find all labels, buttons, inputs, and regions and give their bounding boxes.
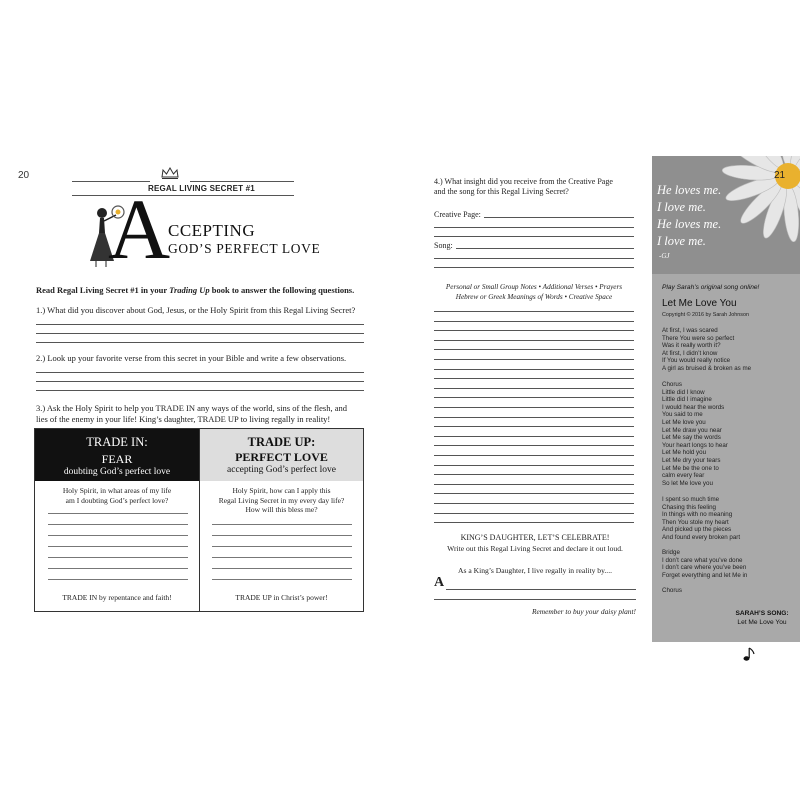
declaration-line[interactable] bbox=[434, 599, 636, 600]
trade-up-line[interactable] bbox=[212, 568, 352, 569]
lyric-line: Forget everything and let Me in bbox=[662, 571, 748, 579]
lyric-line: At first, I didn’t know bbox=[662, 349, 718, 357]
notes-line[interactable] bbox=[434, 426, 634, 427]
notes-line[interactable] bbox=[434, 397, 634, 398]
notes-line[interactable] bbox=[434, 369, 634, 370]
question-4-line2: and the song for this Regal Living Secret? bbox=[434, 187, 569, 196]
trade-in-header bbox=[35, 429, 199, 481]
answer-line[interactable] bbox=[36, 390, 364, 391]
notes-line[interactable] bbox=[434, 378, 634, 379]
celebrate-heading: KING’S DAUGHTER, LET’S CELEBRATE! bbox=[460, 533, 610, 542]
trade-in-line[interactable] bbox=[48, 513, 188, 514]
notes-line[interactable] bbox=[434, 465, 634, 466]
love-quote bbox=[657, 182, 721, 250]
trade-up-line[interactable] bbox=[212, 579, 352, 580]
notes-heading-line2: Hebrew or Greek Meanings of Words • Creative Space bbox=[455, 292, 613, 301]
song-title: Let Me Love You bbox=[662, 298, 737, 309]
answer-line[interactable] bbox=[36, 381, 364, 382]
trade-up-header bbox=[200, 429, 363, 481]
creative-page-line[interactable] bbox=[484, 217, 634, 218]
trade-up-line[interactable] bbox=[212, 546, 352, 547]
crown-icon bbox=[160, 166, 180, 180]
lyric-line: Then You stole my heart bbox=[662, 518, 729, 526]
lyric-line: Let Me love you bbox=[662, 418, 706, 426]
notes-line[interactable] bbox=[434, 503, 634, 504]
notes-line[interactable] bbox=[434, 436, 634, 437]
answer-line[interactable] bbox=[36, 324, 364, 325]
song-bridge bbox=[662, 549, 747, 579]
trade-in-sub: doubting God’s perfect love bbox=[63, 467, 171, 477]
lyric-line: Let Me draw you near bbox=[662, 426, 722, 434]
lyric-line: Chorus bbox=[662, 381, 682, 388]
notes-line[interactable] bbox=[434, 417, 634, 418]
lyric-line: Was it really worth it? bbox=[662, 342, 721, 350]
trade-up-word: PERFECT LOVE bbox=[235, 450, 328, 464]
song-copyright: Copyright © 2016 by Sarah Johnson bbox=[662, 312, 749, 318]
title-initial: A bbox=[108, 181, 171, 277]
intro-text bbox=[36, 285, 354, 296]
quote-line: He loves me. bbox=[657, 183, 722, 197]
trade-in-line[interactable] bbox=[48, 546, 188, 547]
lyric-line: There You were so perfect bbox=[662, 334, 735, 342]
trade-in-line[interactable] bbox=[48, 579, 188, 580]
trade-in-line[interactable] bbox=[48, 524, 188, 525]
lyric-line: I would hear the words bbox=[662, 403, 725, 411]
lyric-line: At first, I was scared bbox=[662, 327, 718, 334]
question-3-line1: 3.) Ask the Holy Spirit to help you TRADE IN any ways of the world, sins of the flesh, and bbox=[36, 403, 348, 413]
song-chorus-end: Chorus bbox=[662, 587, 682, 594]
song-label: Song: bbox=[434, 241, 453, 250]
notes-heading-line1: Personal or Small Group Notes • Additional Verses • Prayers bbox=[445, 283, 623, 291]
lyric-line: Let Me be the one to bbox=[662, 464, 719, 472]
answer-line[interactable] bbox=[36, 333, 364, 334]
lyric-line: I don’t care where you’ve been bbox=[662, 564, 747, 572]
trade-in-heading: TRADE IN: bbox=[86, 435, 148, 449]
page-number-right: 21 bbox=[774, 170, 786, 181]
song-verse-1 bbox=[662, 327, 751, 373]
sarahs-song-label-line1: SARAH’S SONG: bbox=[735, 610, 789, 617]
creative-page-label: Creative Page: bbox=[434, 210, 481, 219]
notes-line[interactable] bbox=[434, 513, 634, 514]
trade-in-word: FEAR bbox=[101, 452, 133, 466]
reminder-text: Remember to buy your daisy plant! bbox=[531, 607, 636, 616]
declaration-initial: A bbox=[434, 575, 445, 590]
trade-up-prompt-line2: Regal Living Secret in my every day life? bbox=[218, 495, 345, 505]
lyric-line: Let Me say the words bbox=[662, 434, 721, 442]
trade-up-line[interactable] bbox=[212, 557, 352, 558]
song-line[interactable] bbox=[456, 248, 634, 249]
notes-heading bbox=[430, 283, 638, 302]
lyric-line: A girl as bruised & broken as me bbox=[662, 364, 752, 372]
quote-signature: -GJ bbox=[659, 252, 670, 260]
question-1: 1.) What did you discover about God, Jesus, or the Holy Spirit from this Regal Living Secret? bbox=[36, 305, 356, 315]
notes-line[interactable] bbox=[434, 445, 634, 446]
trade-up-prompt-line1: Holy Spirit, how can I apply this bbox=[232, 486, 331, 495]
intro-part1: Read Regal Living Secret #1 in your bbox=[36, 285, 170, 295]
quote-line: I love me. bbox=[657, 200, 706, 214]
declaration-line[interactable] bbox=[446, 589, 636, 590]
lyric-line: Your heart longs to hear bbox=[662, 441, 728, 449]
music-note-icon bbox=[742, 646, 756, 662]
notes-line[interactable] bbox=[434, 484, 634, 485]
trade-up-line[interactable] bbox=[212, 535, 352, 536]
question-3-line2: lies of the enemy in your life! King’s daughter, TRADE UP to living regally in reality! bbox=[36, 414, 331, 424]
header-rule-bottom bbox=[72, 195, 294, 196]
lyric-line: If You would really notice bbox=[662, 357, 731, 365]
lyric-line: And found every broken part bbox=[662, 533, 741, 541]
notes-line[interactable] bbox=[434, 330, 634, 331]
song-line[interactable] bbox=[434, 258, 634, 259]
notes-line[interactable] bbox=[434, 522, 634, 523]
notes-line[interactable] bbox=[434, 321, 634, 322]
title-line2: GOD’S PERFECT LOVE bbox=[168, 241, 321, 256]
song-chorus bbox=[662, 381, 728, 487]
lyric-line: I spent so much time bbox=[662, 496, 720, 503]
play-song-link[interactable]: Play Sarah’s original song online! bbox=[662, 284, 760, 291]
intro-book-title: Trading Up bbox=[169, 285, 210, 295]
trade-in-prompt bbox=[35, 486, 199, 505]
trade-in-line[interactable] bbox=[48, 568, 188, 569]
lyric-line: So let Me love you bbox=[662, 479, 713, 487]
lyric-line: Let Me hold you bbox=[662, 449, 707, 457]
lyric-line: Bridge bbox=[662, 549, 680, 556]
lyric-line: calm every fear bbox=[662, 472, 705, 480]
sarahs-song-label bbox=[726, 609, 798, 627]
answer-line[interactable] bbox=[36, 342, 364, 343]
answer-line[interactable] bbox=[36, 372, 364, 373]
notes-line[interactable] bbox=[434, 359, 634, 360]
header-rule-right bbox=[190, 181, 294, 182]
lyric-line: Little did I imagine bbox=[662, 396, 712, 404]
notes-line[interactable] bbox=[434, 407, 634, 408]
quote-line: I love me. bbox=[657, 234, 706, 248]
trade-up-prompt-line3: How will this bless me? bbox=[245, 505, 318, 514]
trade-up-line[interactable] bbox=[212, 524, 352, 525]
question-4-line1: 4.) What insight did you receive from the Creative Page bbox=[434, 177, 613, 186]
lyric-line: Chasing this feeling bbox=[662, 503, 717, 511]
sarahs-song-label-line2: Let Me Love You bbox=[737, 619, 787, 626]
write-out-instruction: Write out this Regal Living Secret and declare it out loud. bbox=[447, 544, 623, 553]
trade-in-prompt-line2: am I doubting God’s perfect love? bbox=[65, 495, 169, 505]
notes-line[interactable] bbox=[434, 340, 634, 341]
notes-line[interactable] bbox=[434, 493, 634, 494]
quote-line: He loves me. bbox=[657, 217, 722, 231]
trade-in-footer: TRADE IN by repentance and faith! bbox=[62, 593, 172, 602]
lyric-line: I don’t care what you’ve done bbox=[662, 556, 743, 564]
notes-line[interactable] bbox=[434, 311, 634, 312]
declaration-prompt: As a King’s Daughter, I live regally in reality by.... bbox=[458, 566, 612, 575]
notes-line[interactable] bbox=[434, 474, 634, 475]
creative-page-line[interactable] bbox=[434, 227, 634, 228]
lyric-line: Let Me dry your tears bbox=[662, 456, 721, 464]
creative-page-line[interactable] bbox=[434, 236, 634, 237]
question-2: 2.) Look up your favorite verse from this secret in your Bible and write a few observations. bbox=[36, 353, 347, 363]
lyric-line: And picked up the pieces bbox=[662, 526, 732, 534]
title-line1: CCEPTING bbox=[168, 221, 256, 240]
lyric-line: In things with no meaning bbox=[662, 511, 733, 519]
lyric-line: You said to me bbox=[662, 411, 703, 419]
trade-in-line[interactable] bbox=[48, 535, 188, 536]
notes-line[interactable] bbox=[434, 349, 634, 350]
trade-in-line[interactable] bbox=[48, 557, 188, 558]
trade-up-prompt bbox=[200, 486, 363, 515]
notes-line[interactable] bbox=[434, 388, 634, 389]
secret-header: REGAL LIVING SECRET #1 bbox=[148, 184, 255, 193]
trade-up-heading: TRADE UP: bbox=[247, 435, 316, 449]
page-number-left: 20 bbox=[18, 170, 30, 181]
song-line[interactable] bbox=[434, 267, 634, 268]
trade-up-sub: accepting God’s perfect love bbox=[227, 465, 336, 475]
lyric-line: Little did I know bbox=[662, 388, 705, 396]
notes-line[interactable] bbox=[434, 455, 634, 456]
song-verse-2 bbox=[662, 496, 740, 542]
trade-in-prompt-line1: Holy Spirit, in what areas of my life bbox=[62, 486, 172, 495]
trade-up-footer: TRADE UP in Christ’s power! bbox=[235, 593, 328, 602]
intro-part2: book to answer the following questions. bbox=[209, 285, 355, 295]
